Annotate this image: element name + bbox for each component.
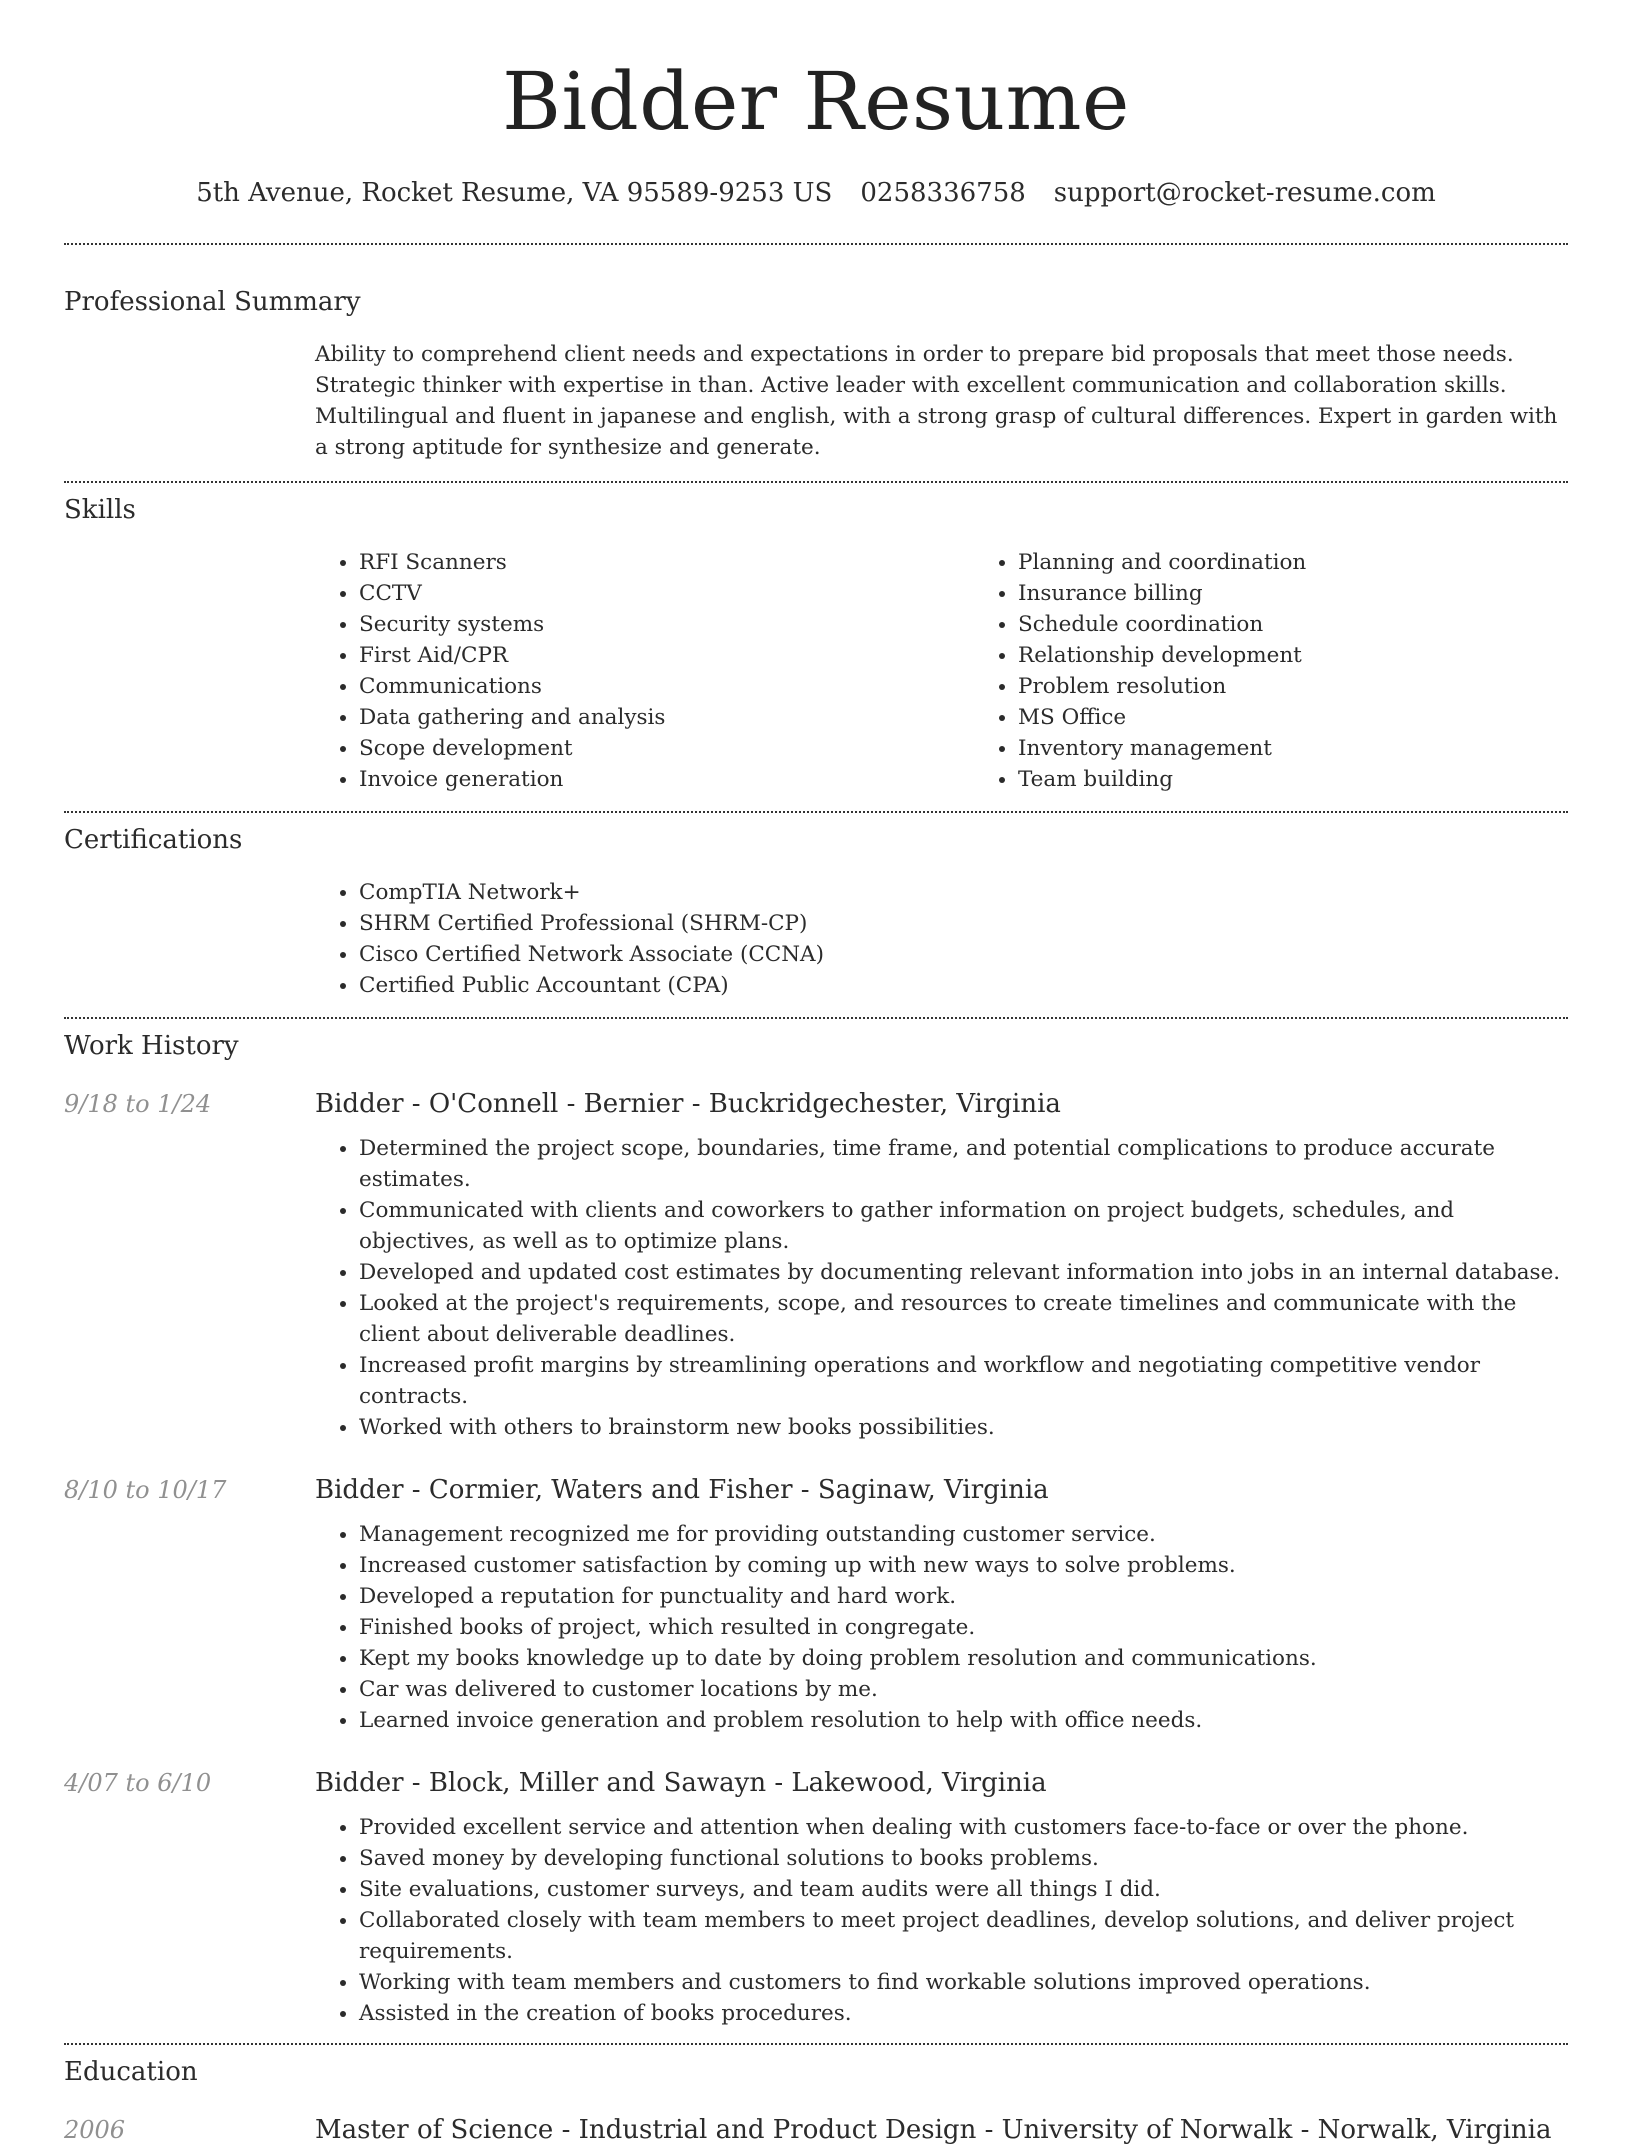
job-date: 4/07 to 6/10 <box>64 1769 212 1797</box>
job-entry <box>64 1766 1568 2029</box>
certifications-list <box>315 877 1568 1001</box>
job-bullet: • Site evaluations, customer surveys, and team audits were all things I did. <box>359 1874 1568 1905</box>
contact-email[interactable]: support@rocket-resume.com <box>1053 178 1436 208</box>
skill-item: • Scope development <box>359 733 974 764</box>
job-bullets <box>315 1812 1568 2029</box>
job-date: 8/10 to 10/17 <box>64 1476 227 1504</box>
resume-header <box>0 0 1632 210</box>
skill-item: • Insurance billing <box>1018 578 1632 609</box>
skills-list-right <box>974 547 1632 795</box>
certification-item: • SHRM Certified Professional (SHRM-CP) <box>359 908 1568 939</box>
job-title: Bidder - Block, Miller and Sawayn - Lakewood, Virginia <box>315 1768 1047 1798</box>
resume-name: Bidder Resume <box>502 55 1130 148</box>
job-bullet: • Working with team members and customers to find workable solutions improved operations. <box>359 1967 1568 1998</box>
skill-item: • Invoice generation <box>359 764 974 795</box>
education-section <box>64 2043 1568 2147</box>
education-entry <box>64 2113 1568 2147</box>
skill-item: • Inventory management <box>1018 733 1632 764</box>
job-bullet: • Assisted in the creation of books procedures. <box>359 1998 1568 2029</box>
skill-item: • Security systems <box>359 609 974 640</box>
skill-item: • Planning and coordination <box>1018 547 1632 578</box>
education-date: 2006 <box>64 2116 126 2144</box>
job-title: Bidder - Cormier, Waters and Fisher - Saginaw, Virginia <box>315 1475 1049 1505</box>
job-bullet: • Worked with others to brainstorm new books possibilities. <box>359 1412 1568 1443</box>
certification-item: • Certified Public Accountant (CPA) <box>359 970 1568 1001</box>
skill-item: • Problem resolution <box>1018 671 1632 702</box>
job-bullet: • Car was delivered to customer locations by me. <box>359 1674 1568 1705</box>
skill-item: • Schedule coordination <box>1018 609 1632 640</box>
summary-title: Professional Summary <box>64 287 361 317</box>
certification-item: • Cisco Certified Network Associate (CCNA) <box>359 939 1568 970</box>
job-bullet: • Finished books of project, which resulted in congregate. <box>359 1612 1568 1643</box>
skills-title: Skills <box>64 495 136 525</box>
contact-phone: 0258336758 <box>860 178 1026 208</box>
job-bullet: • Looked at the project's requirements, scope, and resources to create timelines and communicate with the client about deliverable deadlines. <box>359 1288 1568 1350</box>
job-bullet: • Saved money by developing functional solutions to books problems. <box>359 1843 1568 1874</box>
skill-item: • First Aid/CPR <box>359 640 974 671</box>
skill-item: • CCTV <box>359 578 974 609</box>
contact-address: 5th Avenue, Rocket Resume, VA 95589-9253 US <box>196 178 833 208</box>
job-bullets <box>315 1133 1568 1443</box>
work-history-section <box>64 1017 1568 2029</box>
job-bullet: • Developed a reputation for punctuality and hard work. <box>359 1581 1568 1612</box>
certifications-section <box>64 811 1568 1001</box>
summary-section <box>64 243 1568 463</box>
skill-item: • RFI Scanners <box>359 547 974 578</box>
skills-section <box>64 481 1568 795</box>
job-entry <box>64 1473 1568 1736</box>
job-bullet: • Collaborated closely with team members to meet project deadlines, develop solutions, and deliver project requirements. <box>359 1905 1568 1967</box>
job-bullet: • Increased profit margins by streamlining operations and workflow and negotiating competitive vendor contracts. <box>359 1350 1568 1412</box>
job-bullet: • Kept my books knowledge up to date by doing problem resolution and communications. <box>359 1643 1568 1674</box>
job-bullet: • Management recognized me for providing outstanding customer service. <box>359 1519 1568 1550</box>
skill-item: • Team building <box>1018 764 1632 795</box>
skill-item: • Relationship development <box>1018 640 1632 671</box>
skill-item: • Communications <box>359 671 974 702</box>
job-entry <box>64 1087 1568 1443</box>
skill-item: • MS Office <box>1018 702 1632 733</box>
job-title: Bidder - O'Connell - Bernier - Buckridgechester, Virginia <box>315 1089 1061 1119</box>
job-bullet: • Increased customer satisfaction by coming up with new ways to solve problems. <box>359 1550 1568 1581</box>
contact-line <box>0 176 1632 210</box>
education-title: Education <box>64 2057 198 2087</box>
education-title-line: Master of Science - Industrial and Product Design - University of Norwalk - Norwalk, Virginia <box>315 2115 1552 2145</box>
skill-item: • Data gathering and analysis <box>359 702 974 733</box>
job-bullet: • Developed and updated cost estimates by documenting relevant information into jobs in an internal database. <box>359 1257 1568 1288</box>
summary-text: Ability to comprehend client needs and expectations in order to prepare bid proposals that meet those needs. Strategic thinker with expertise in than. Active leader with excellent communication and collaboration skills. Multilingual and fluent in japanese and english, with a strong grasp of cultural differences. Expert in garden with a strong aptitude for synthesize and generate. <box>315 342 1558 460</box>
work-history-title: Work History <box>64 1031 239 1061</box>
certification-item: • CompTIA Network+ <box>359 877 1568 908</box>
job-bullets <box>315 1519 1568 1736</box>
job-bullet: • Determined the project scope, boundaries, time frame, and potential complications to produce accurate estimates. <box>359 1133 1568 1195</box>
job-bullet: • Communicated with clients and coworkers to gather information on project budgets, schedules, and objectives, as well as to optimize plans. <box>359 1195 1568 1257</box>
skills-list-left <box>315 547 974 795</box>
job-date: 9/18 to 1/24 <box>64 1090 212 1118</box>
certifications-title: Certifications <box>64 825 243 855</box>
job-bullet: • Provided excellent service and attention when dealing with customers face-to-face or over the phone. <box>359 1812 1568 1843</box>
job-bullet: • Learned invoice generation and problem resolution to help with office needs. <box>359 1705 1568 1736</box>
